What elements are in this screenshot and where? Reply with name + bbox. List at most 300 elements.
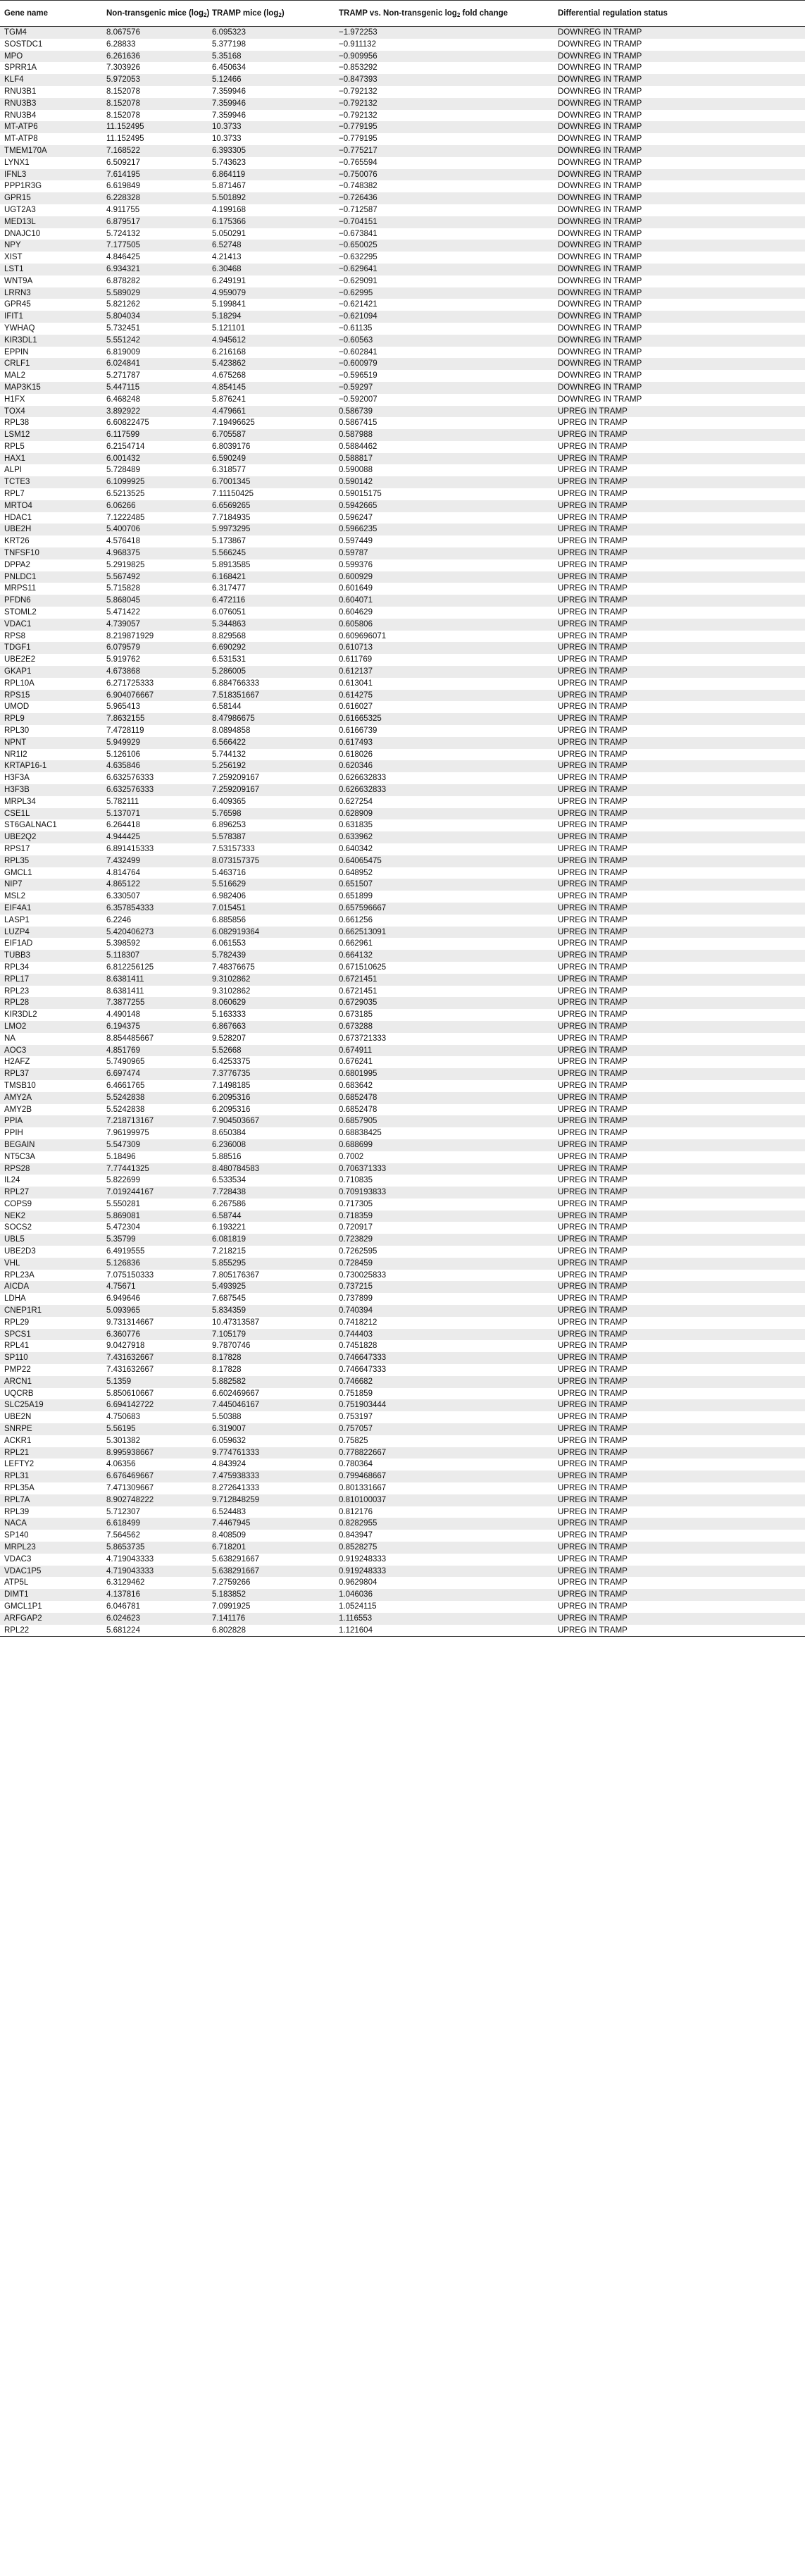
regulation-status-cell: DOWNREG IN TRAMP	[554, 335, 805, 347]
regulation-status-cell: UPREG IN TRAMP	[554, 1423, 805, 1435]
regulation-status-cell: UPREG IN TRAMP	[554, 831, 805, 843]
gene-name-cell: LMO2	[0, 1021, 102, 1033]
table-row	[0, 1270, 805, 1282]
tramp-value-cell: 5.76598	[208, 808, 335, 820]
fold-change-cell: 0.600929	[335, 571, 554, 583]
tramp-value-cell: 6.802828	[208, 1625, 335, 1637]
table-row	[0, 204, 805, 216]
non-transgenic-value-cell: 5.301382	[102, 1435, 208, 1447]
gene-name-cell: RPS8	[0, 631, 102, 643]
fold-change-cell: 0.746647333	[335, 1364, 554, 1376]
table-row	[0, 1530, 805, 1542]
fold-change-cell: 0.601649	[335, 583, 554, 595]
gene-name-cell: TOX4	[0, 406, 102, 418]
gene-name-cell: GMCL1	[0, 867, 102, 879]
tramp-value-cell: 6.566422	[208, 737, 335, 749]
non-transgenic-value-cell: 4.635846	[102, 760, 208, 772]
non-transgenic-value-cell: 5.118307	[102, 950, 208, 962]
gene-name-cell: RPL35A	[0, 1482, 102, 1494]
table-row	[0, 1506, 805, 1518]
non-transgenic-value-cell: 5.35799	[102, 1234, 208, 1246]
gene-name-cell: RPL41	[0, 1340, 102, 1352]
regulation-status-cell: UPREG IN TRAMP	[554, 619, 805, 631]
table-row	[0, 453, 805, 465]
fold-change-cell: 0.6801995	[335, 1068, 554, 1080]
gene-name-cell: LRRN3	[0, 287, 102, 299]
tramp-value-cell: 5.834359	[208, 1305, 335, 1317]
regulation-status-cell: DOWNREG IN TRAMP	[554, 180, 805, 192]
fold-change-cell: 0.673721333	[335, 1033, 554, 1045]
tramp-value-cell: 6.884766333	[208, 678, 335, 690]
table-row	[0, 358, 805, 370]
table-row	[0, 1518, 805, 1530]
regulation-status-cell: UPREG IN TRAMP	[554, 406, 805, 418]
gene-name-cell: AMY2A	[0, 1092, 102, 1104]
non-transgenic-value-cell: 5.821262	[102, 299, 208, 311]
fold-change-cell: 0.597449	[335, 535, 554, 547]
regulation-status-cell: UPREG IN TRAMP	[554, 524, 805, 535]
regulation-status-cell: DOWNREG IN TRAMP	[554, 240, 805, 252]
tramp-value-cell: 5.050291	[208, 228, 335, 240]
table-row	[0, 1376, 805, 1388]
regulation-status-cell: UPREG IN TRAMP	[554, 962, 805, 974]
tramp-value-cell: 7.259209167	[208, 784, 335, 796]
fold-change-cell: 0.6166739	[335, 725, 554, 737]
non-transgenic-value-cell: 6.949646	[102, 1293, 208, 1305]
table-row	[0, 986, 805, 998]
non-transgenic-value-cell: 4.911755	[102, 204, 208, 216]
table-row	[0, 1045, 805, 1057]
regulation-status-cell: DOWNREG IN TRAMP	[554, 264, 805, 275]
non-transgenic-value-cell: 5.1359	[102, 1376, 208, 1388]
regulation-status-cell: UPREG IN TRAMP	[554, 1080, 805, 1092]
table-row	[0, 1056, 805, 1068]
gene-name-cell: UBL5	[0, 1234, 102, 1246]
regulation-status-cell: UPREG IN TRAMP	[554, 950, 805, 962]
tramp-value-cell: 6.590249	[208, 453, 335, 465]
non-transgenic-value-cell: 7.8632155	[102, 713, 208, 725]
tramp-value-cell: 7.359946	[208, 98, 335, 110]
table-row	[0, 831, 805, 843]
table-row	[0, 855, 805, 867]
tramp-value-cell: 5.744132	[208, 749, 335, 761]
gene-name-cell: MT-ATP6	[0, 121, 102, 133]
gene-name-cell: ARCN1	[0, 1376, 102, 1388]
fold-change-cell: 0.688699	[335, 1139, 554, 1151]
gene-name-cell: DIMT1	[0, 1589, 102, 1601]
tramp-value-cell: 6.450634	[208, 62, 335, 74]
non-transgenic-value-cell: 6.28833	[102, 39, 208, 51]
regulation-status-cell: UPREG IN TRAMP	[554, 808, 805, 820]
tramp-value-cell: 7.359946	[208, 110, 335, 122]
regulation-status-cell: UPREG IN TRAMP	[554, 1364, 805, 1376]
fold-change-cell: 0.599376	[335, 559, 554, 571]
table-row	[0, 1399, 805, 1411]
fold-change-cell: 0.651899	[335, 891, 554, 903]
tramp-value-cell: 6.533534	[208, 1175, 335, 1187]
non-transgenic-value-cell: 5.567492	[102, 571, 208, 583]
gene-name-cell: KRTAP16-1	[0, 760, 102, 772]
non-transgenic-value-cell: 11.152495	[102, 121, 208, 133]
gene-name-cell: COPS9	[0, 1199, 102, 1210]
non-transgenic-value-cell: 6.194375	[102, 1021, 208, 1033]
regulation-status-cell: UPREG IN TRAMP	[554, 1518, 805, 1530]
table-row	[0, 157, 805, 169]
regulation-status-cell: DOWNREG IN TRAMP	[554, 86, 805, 98]
non-transgenic-value-cell: 6.879517	[102, 216, 208, 228]
non-transgenic-value-cell: 5.724132	[102, 228, 208, 240]
regulation-status-cell: UPREG IN TRAMP	[554, 1210, 805, 1222]
fold-change-cell: −0.765594	[335, 157, 554, 169]
table-row	[0, 86, 805, 98]
tramp-value-cell: 7.359946	[208, 86, 335, 98]
regulation-status-cell: UPREG IN TRAMP	[554, 1470, 805, 1482]
fold-change-cell: 1.116553	[335, 1613, 554, 1625]
non-transgenic-value-cell: 7.4728119	[102, 725, 208, 737]
fold-change-cell: −0.712587	[335, 204, 554, 216]
gene-name-cell: UGT2A3	[0, 204, 102, 216]
regulation-status-cell: DOWNREG IN TRAMP	[554, 133, 805, 145]
tramp-value-cell: 5.516629	[208, 879, 335, 891]
regulation-status-cell: UPREG IN TRAMP	[554, 1127, 805, 1139]
fold-change-cell: 0.61665325	[335, 713, 554, 725]
table-row	[0, 796, 805, 808]
non-transgenic-value-cell: 6.819009	[102, 347, 208, 359]
tramp-value-cell: 5.52668	[208, 1045, 335, 1057]
regulation-status-cell: UPREG IN TRAMP	[554, 1399, 805, 1411]
gene-name-cell: SP110	[0, 1352, 102, 1364]
table-row	[0, 571, 805, 583]
non-transgenic-value-cell: 6.904076667	[102, 690, 208, 702]
non-transgenic-value-cell: 6.357854333	[102, 903, 208, 915]
tramp-value-cell: 9.3102862	[208, 974, 335, 986]
tramp-value-cell: 8.17828	[208, 1352, 335, 1364]
tramp-value-cell: 6.718201	[208, 1542, 335, 1554]
gene-name-cell: DNAJC10	[0, 228, 102, 240]
gene-name-cell: LYNX1	[0, 157, 102, 169]
regulation-status-cell: DOWNREG IN TRAMP	[554, 110, 805, 122]
non-transgenic-value-cell: 4.75671	[102, 1281, 208, 1293]
non-transgenic-value-cell: 5.472304	[102, 1222, 208, 1234]
tramp-value-cell: 6.318577	[208, 464, 335, 476]
fold-change-cell: −0.704151	[335, 216, 554, 228]
regulation-status-cell: UPREG IN TRAMP	[554, 417, 805, 429]
regulation-status-cell: UPREG IN TRAMP	[554, 713, 805, 725]
non-transgenic-value-cell: 5.56195	[102, 1423, 208, 1435]
fold-change-cell: 0.746647333	[335, 1352, 554, 1364]
gene-name-cell: UQCRB	[0, 1388, 102, 1400]
fold-change-cell: 0.59015175	[335, 488, 554, 500]
fold-change-cell: 0.611769	[335, 654, 554, 666]
gene-name-cell: CNEP1R1	[0, 1305, 102, 1317]
regulation-status-cell: UPREG IN TRAMP	[554, 690, 805, 702]
table-row	[0, 1104, 805, 1116]
tramp-value-cell: 5.88516	[208, 1151, 335, 1163]
non-transgenic-value-cell: 7.303926	[102, 62, 208, 74]
fold-change-cell: −0.909956	[335, 51, 554, 63]
non-transgenic-value-cell: 5.7490965	[102, 1056, 208, 1068]
fold-change-cell: 0.64065475	[335, 855, 554, 867]
table-row	[0, 772, 805, 784]
gene-name-cell: TNFSF10	[0, 547, 102, 559]
table-row	[0, 1329, 805, 1341]
fold-change-cell: 0.628909	[335, 808, 554, 820]
gene-name-cell: RPL10A	[0, 678, 102, 690]
regulation-status-cell: UPREG IN TRAMP	[554, 749, 805, 761]
fold-change-cell: 0.778822667	[335, 1447, 554, 1459]
gene-name-cell: RNU3B1	[0, 86, 102, 98]
fold-change-cell: 0.604071	[335, 595, 554, 607]
table-row	[0, 808, 805, 820]
table-row	[0, 678, 805, 690]
non-transgenic-value-cell: 5.732451	[102, 323, 208, 335]
gene-name-cell: RPL38	[0, 417, 102, 429]
non-transgenic-value-cell: 5.869081	[102, 1210, 208, 1222]
non-transgenic-value-cell: 5.137071	[102, 808, 208, 820]
regulation-status-cell: UPREG IN TRAMP	[554, 1293, 805, 1305]
tramp-value-cell: 10.3733	[208, 121, 335, 133]
tramp-value-cell: 5.8913585	[208, 559, 335, 571]
table-row	[0, 287, 805, 299]
fold-change-cell: 0.604629	[335, 607, 554, 619]
tramp-value-cell: 6.267586	[208, 1199, 335, 1210]
gene-name-cell: GKAP1	[0, 666, 102, 678]
non-transgenic-value-cell: 7.432499	[102, 855, 208, 867]
non-transgenic-value-cell: 6.330507	[102, 891, 208, 903]
regulation-status-cell: DOWNREG IN TRAMP	[554, 370, 805, 382]
regulation-status-cell: UPREG IN TRAMP	[554, 725, 805, 737]
tramp-value-cell: 4.959079	[208, 287, 335, 299]
gene-name-cell: XIST	[0, 252, 102, 264]
table-row	[0, 891, 805, 903]
gene-name-cell: ARFGAP2	[0, 1613, 102, 1625]
regulation-status-cell: UPREG IN TRAMP	[554, 1092, 805, 1104]
fold-change-cell: −0.792132	[335, 110, 554, 122]
tramp-value-cell: 5.121101	[208, 323, 335, 335]
non-transgenic-value-cell: 4.968375	[102, 547, 208, 559]
regulation-status-cell: UPREG IN TRAMP	[554, 1021, 805, 1033]
non-transgenic-value-cell: 6.2154714	[102, 441, 208, 453]
tramp-value-cell: 6.6569265	[208, 500, 335, 512]
tramp-value-cell: 8.17828	[208, 1364, 335, 1376]
tramp-value-cell: 9.712848259	[208, 1494, 335, 1506]
table-row	[0, 1080, 805, 1092]
tramp-value-cell: 6.7001345	[208, 476, 335, 488]
tramp-value-cell: 6.175366	[208, 216, 335, 228]
non-transgenic-value-cell: 9.731314667	[102, 1317, 208, 1329]
regulation-status-cell: UPREG IN TRAMP	[554, 1246, 805, 1258]
tramp-value-cell: 8.480784583	[208, 1163, 335, 1175]
regulation-status-cell: UPREG IN TRAMP	[554, 1281, 805, 1293]
fold-change-cell: 0.640342	[335, 843, 554, 855]
table-row	[0, 1447, 805, 1459]
gene-name-cell: LUZP4	[0, 927, 102, 939]
regulation-status-cell: UPREG IN TRAMP	[554, 1625, 805, 1637]
fold-change-cell: 1.0524115	[335, 1601, 554, 1613]
non-transgenic-value-cell: 6.024841	[102, 358, 208, 370]
fold-change-cell: 0.618026	[335, 749, 554, 761]
regulation-status-cell: UPREG IN TRAMP	[554, 1376, 805, 1388]
regulation-status-cell: UPREG IN TRAMP	[554, 512, 805, 524]
table-row	[0, 299, 805, 311]
non-transgenic-value-cell: 7.614195	[102, 169, 208, 181]
fold-change-cell: −0.750076	[335, 169, 554, 181]
tramp-value-cell: 7.48376675	[208, 962, 335, 974]
fold-change-cell: 0.812176	[335, 1506, 554, 1518]
non-transgenic-value-cell: 8.902748222	[102, 1494, 208, 1506]
table-row	[0, 192, 805, 204]
table-row	[0, 240, 805, 252]
header-text-suffix: fold change	[460, 9, 508, 18]
table-row	[0, 915, 805, 927]
regulation-status-cell: UPREG IN TRAMP	[554, 1352, 805, 1364]
table-row	[0, 583, 805, 595]
tramp-value-cell: 7.218215	[208, 1246, 335, 1258]
tramp-value-cell: 6.082919364	[208, 927, 335, 939]
table-row	[0, 264, 805, 275]
non-transgenic-value-cell: 5.126836	[102, 1258, 208, 1270]
gene-name-cell: NR1I2	[0, 749, 102, 761]
tramp-value-cell: 10.3733	[208, 133, 335, 145]
regulation-status-cell: UPREG IN TRAMP	[554, 1317, 805, 1329]
table-row	[0, 1115, 805, 1127]
fold-change-cell: −0.629091	[335, 275, 554, 287]
non-transgenic-value-cell: 6.3129462	[102, 1577, 208, 1589]
table-row	[0, 725, 805, 737]
regulation-status-cell: UPREG IN TRAMP	[554, 1234, 805, 1246]
regulation-status-cell: UPREG IN TRAMP	[554, 1542, 805, 1554]
fold-change-cell: 0.757057	[335, 1423, 554, 1435]
table-row	[0, 701, 805, 713]
non-transgenic-value-cell: 4.851769	[102, 1045, 208, 1057]
gene-name-header	[0, 1, 102, 27]
fold-change-cell: 0.717305	[335, 1199, 554, 1210]
table-row	[0, 879, 805, 891]
regulation-status-cell: UPREG IN TRAMP	[554, 701, 805, 713]
regulation-status-cell: DOWNREG IN TRAMP	[554, 216, 805, 228]
table-row	[0, 488, 805, 500]
fold-change-cell: −1.972253	[335, 27, 554, 39]
table-row	[0, 1187, 805, 1199]
fold-change-cell: 0.5966235	[335, 524, 554, 535]
regulation-status-cell: DOWNREG IN TRAMP	[554, 27, 805, 39]
non-transgenic-value-cell: 5.400706	[102, 524, 208, 535]
non-transgenic-value-cell: 4.814764	[102, 867, 208, 879]
regulation-status-cell: UPREG IN TRAMP	[554, 843, 805, 855]
table-row	[0, 370, 805, 382]
fold-change-cell: 0.651507	[335, 879, 554, 891]
tramp-value-cell: 8.829568	[208, 631, 335, 643]
tramp-value-cell: 8.408509	[208, 1530, 335, 1542]
regulation-status-cell: UPREG IN TRAMP	[554, 666, 805, 678]
regulation-status-cell: DOWNREG IN TRAMP	[554, 121, 805, 133]
non-transgenic-value-cell: 4.750683	[102, 1411, 208, 1423]
regulation-status-cell: UPREG IN TRAMP	[554, 1033, 805, 1045]
gene-name-cell: RPL30	[0, 725, 102, 737]
non-transgenic-value-cell: 3.892922	[102, 406, 208, 418]
fold-change-cell: 0.7418212	[335, 1317, 554, 1329]
tramp-value-cell: 4.675268	[208, 370, 335, 382]
fold-change-cell: 0.737899	[335, 1293, 554, 1305]
table-row	[0, 903, 805, 915]
header-subscript: 2	[204, 12, 207, 18]
non-transgenic-value-cell: 5.868045	[102, 595, 208, 607]
regulation-status-cell: DOWNREG IN TRAMP	[554, 204, 805, 216]
regulation-status-cell: UPREG IN TRAMP	[554, 772, 805, 784]
tramp-header	[208, 1, 335, 27]
gene-name-cell: IL24	[0, 1175, 102, 1187]
gene-name-cell: GMCL1P1	[0, 1601, 102, 1613]
fold-change-cell: 1.046036	[335, 1589, 554, 1601]
gene-name-cell: SOSTDC1	[0, 39, 102, 51]
non-transgenic-value-cell: 4.944425	[102, 831, 208, 843]
regulation-status-cell: UPREG IN TRAMP	[554, 903, 805, 915]
gene-name-cell: DPPA2	[0, 559, 102, 571]
non-transgenic-value-cell: 5.093965	[102, 1305, 208, 1317]
regulation-status-cell: UPREG IN TRAMP	[554, 819, 805, 831]
table-row	[0, 180, 805, 192]
non-transgenic-value-cell: 5.965413	[102, 701, 208, 713]
regulation-status-cell: UPREG IN TRAMP	[554, 1388, 805, 1400]
tramp-value-cell: 5.493925	[208, 1281, 335, 1293]
regulation-status-cell: DOWNREG IN TRAMP	[554, 157, 805, 169]
header-subscript: 2	[456, 12, 461, 18]
regulation-status-cell: UPREG IN TRAMP	[554, 1613, 805, 1625]
fold-change-cell: −0.621421	[335, 299, 554, 311]
tramp-value-cell: 6.076051	[208, 607, 335, 619]
regulation-status-cell: UPREG IN TRAMP	[554, 476, 805, 488]
gene-name-cell: BEGAIN	[0, 1139, 102, 1151]
gene-name-cell: HAX1	[0, 453, 102, 465]
fold-change-cell: 0.612137	[335, 666, 554, 678]
non-transgenic-value-cell: 7.075150333	[102, 1270, 208, 1282]
tramp-value-cell: 5.18294	[208, 311, 335, 323]
non-transgenic-value-cell: 4.673868	[102, 666, 208, 678]
regulation-status-cell: UPREG IN TRAMP	[554, 547, 805, 559]
tramp-value-cell: 6.216168	[208, 347, 335, 359]
non-transgenic-value-cell: 8.152078	[102, 86, 208, 98]
regulation-status-cell: UPREG IN TRAMP	[554, 1340, 805, 1352]
fold-change-cell: 0.706371333	[335, 1163, 554, 1175]
tramp-value-cell: 5.566245	[208, 547, 335, 559]
gene-name-cell: CRLF1	[0, 358, 102, 370]
fold-change-cell: 0.740394	[335, 1305, 554, 1317]
tramp-value-cell: 7.141176	[208, 1613, 335, 1625]
table-row	[0, 1589, 805, 1601]
header-subscript: 2	[278, 12, 282, 18]
non-transgenic-value-cell: 7.431632667	[102, 1364, 208, 1376]
table-row	[0, 441, 805, 453]
fold-change-cell: 0.751903444	[335, 1399, 554, 1411]
table-row	[0, 1566, 805, 1578]
non-transgenic-value-cell: 8.219871929	[102, 631, 208, 643]
tramp-value-cell: 4.843924	[208, 1459, 335, 1470]
gene-name-cell: RPL27	[0, 1187, 102, 1199]
non-transgenic-value-cell: 8.067576	[102, 27, 208, 39]
tramp-value-cell: 7.475938333	[208, 1470, 335, 1482]
table-row	[0, 394, 805, 406]
tramp-value-cell: 6.896253	[208, 819, 335, 831]
tramp-value-cell: 7.445046167	[208, 1399, 335, 1411]
tramp-value-cell: 6.317477	[208, 583, 335, 595]
non-transgenic-value-cell: 5.126106	[102, 749, 208, 761]
gene-name-cell: RPL28	[0, 997, 102, 1009]
gene-name-cell: RPS17	[0, 843, 102, 855]
fold-change-cell: 0.801331667	[335, 1482, 554, 1494]
fold-change-cell: 0.5884462	[335, 441, 554, 453]
non-transgenic-value-cell: 7.019244167	[102, 1187, 208, 1199]
non-transgenic-value-cell: 4.719043333	[102, 1566, 208, 1578]
